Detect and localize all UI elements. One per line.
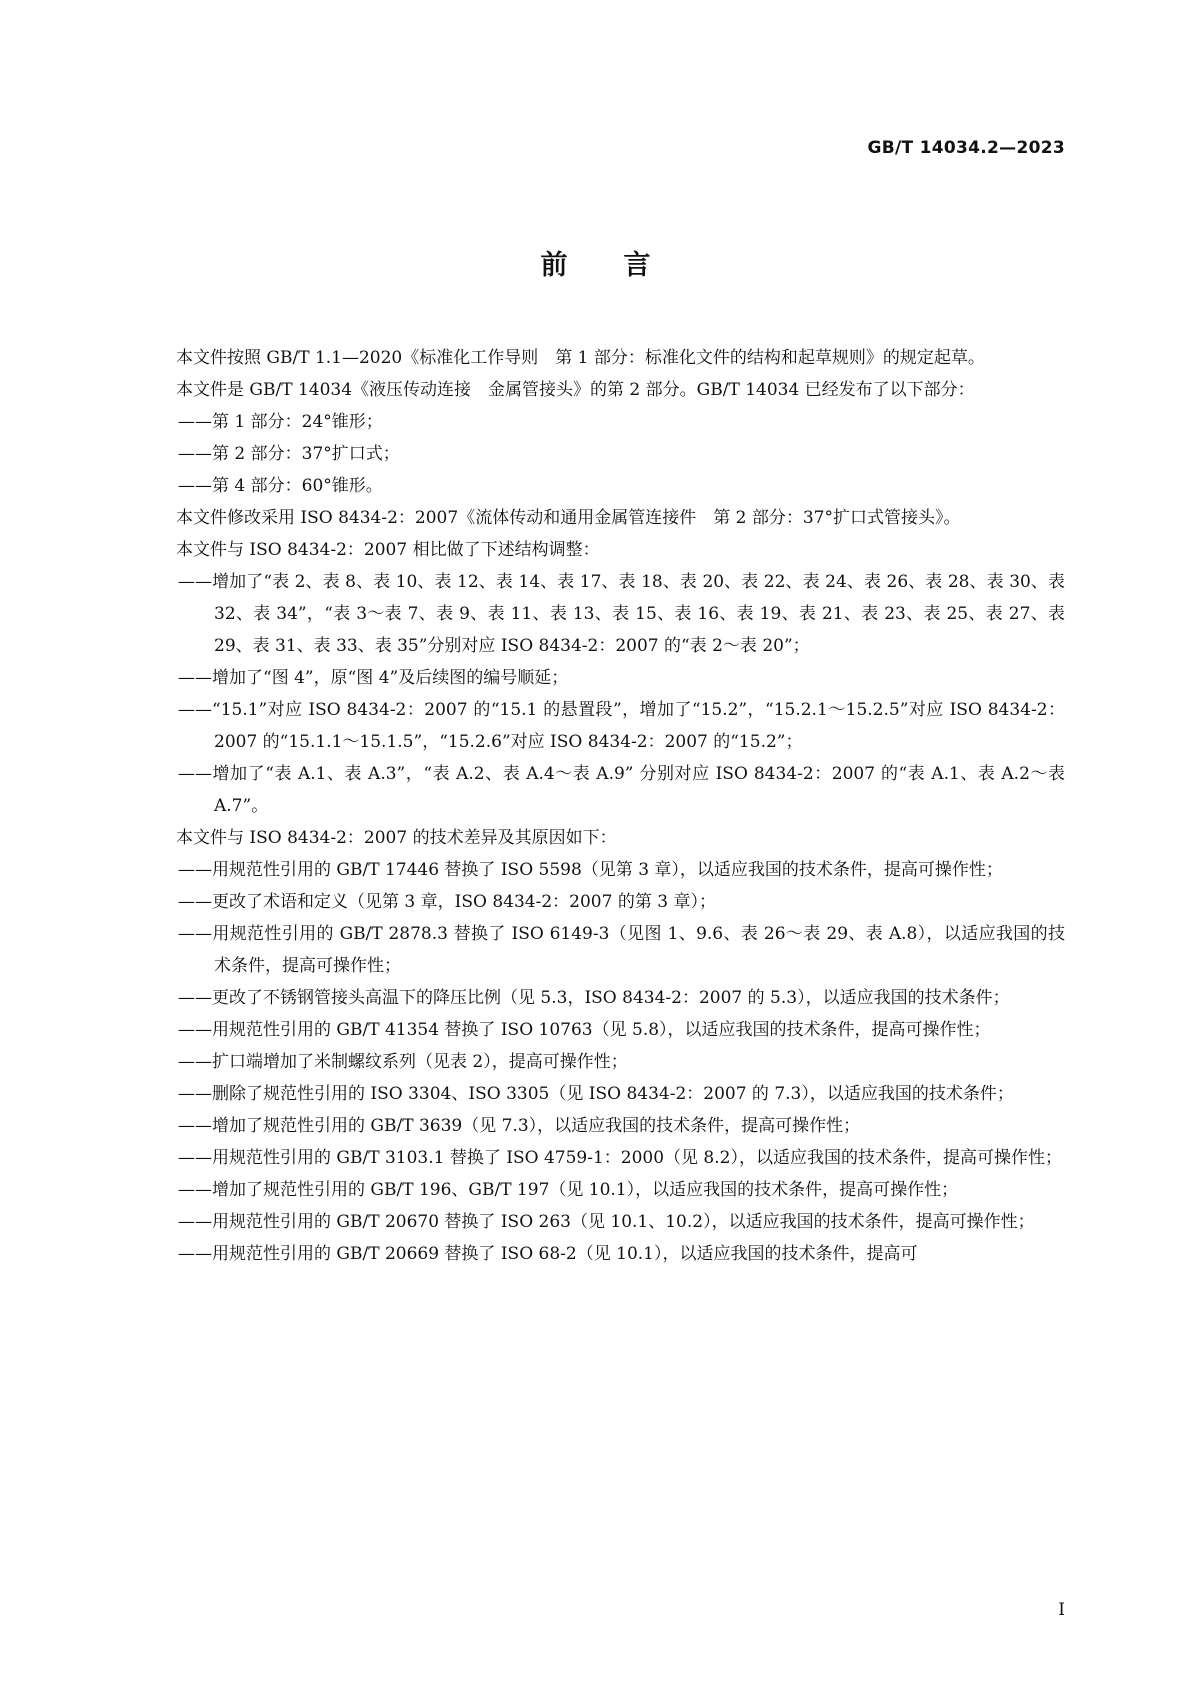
list-item: ——第 4 部分：60°锥形。 [178,476,383,496]
list-item: ——用规范性引用的 GB/T 41354 替换了 ISO 10763（见 5.8），以适应我国的技术条件，提高可操作性； [178,1020,991,1040]
page-number: I [1058,1600,1065,1620]
list-item: ——删除了规范性引用的 ISO 3304、ISO 3305（见 ISO 8434-2：2007 的 7.3），以适应我国的技术条件； [178,1084,1014,1104]
list-item: ——用规范性引用的 GB/T 2878.3 替换了 ISO 6149-3（见图 1、9.6、表 26～表 29、表 A.8），以适应我国的技术条件，提高可操作性； [178,924,1065,976]
list-item: ——用规范性引用的 GB/T 17446 替换了 ISO 5598（见第 3 章），以适应我国的技术条件，提高可操作性； [178,860,1003,880]
list-item: ——扩口端增加了米制螺纹系列（见表 2），提高可操作性； [178,1052,628,1072]
list-item: ——第 2 部分：37°扩口式； [178,444,400,464]
paragraph: 本文件与 ISO 8434-2：2007 相比做了下述结构调整： [176,540,600,560]
document-number: GB/T 14034.2—2023 [867,138,1065,158]
list-item: ——“15.1”对应 ISO 8434-2：2007 的“15.1 的悬置段”，增加了“15.2”，“15.2.1～15.2.5”对应 ISO 8434-2：2007 的“15.1.1～15.1.5”，“15.2.6”对应 ISO 8434-2：2007 的“15.2”； [178,700,1065,752]
list-item: ——用规范性引用的 GB/T 20670 替换了 ISO 263（见 10.1、10.2），以适应我国的技术条件，提高可操作性； [178,1212,1035,1232]
page-title: 前言 [540,250,707,281]
paragraph: 本文件是 GB/T 14034《液压传动连接 金属管接头》的第 2 部分。GB/T 14034 已经发布了以下部分： [176,380,975,400]
list-item: ——用规范性引用的 GB/T 20669 替换了 ISO 68-2（见 10.1），以适应我国的技术条件，提高可 [178,1244,918,1264]
list-item: ——第 1 部分：24°锥形； [178,412,383,432]
paragraph: 本文件按照 GB/T 1.1—2020《标准化工作导则 第 1 部分：标准化文件的结构和起草规则》的规定起草。 [176,348,985,368]
list-item: ——增加了“表 2、表 8、表 10、表 12、表 14、表 17、表 18、表 20、表 22、表 24、表 26、表 28、表 30、表 32、表 34”，“表 3～表 7、表 9、表 11、表 13、表 15、表 16、表 19、表 21、表 23、表 25、表 27、表 29、表 31、表 33、表 35”分别对应 ISO 8434-2：2007 的“表 2～表 20”； [178,572,1065,656]
list-item: ——增加了“表 A.1、表 A.3”，“表 A.2、表 A.4～表 A.9” 分别对应 ISO 8434-2：2007 的“表 A.1、表 A.2～表 A.7”。 [178,764,1065,816]
list-item: ——增加了“图 4”，原“图 4”及后续图的编号顺延； [178,668,569,688]
list-item: ——增加了规范性引用的 GB/T 196、GB/T 197（见 10.1），以适应我国的技术条件，提高可操作性； [178,1180,959,1200]
paragraph: 本文件与 ISO 8434-2：2007 的技术差异及其原因如下： [176,828,617,848]
paragraph: 本文件修改采用 ISO 8434-2：2007《流体传动和通用金属管连接件 第 2 部分：37°扩口式管接头》。 [176,508,961,528]
foreword-body [142,342,1065,1270]
list-item: ——更改了术语和定义（见第 3 章，ISO 8434-2：2007 的第 3 章）； [178,892,716,912]
list-item: ——增加了规范性引用的 GB/T 3639（见 7.3），以适应我国的技术条件，提高可操作性； [178,1116,861,1136]
list-item: ——更改了不锈钢管接头高温下的降压比例（见 5.3，ISO 8434-2：2007 的 5.3），以适应我国的技术条件； [178,988,1010,1008]
list-item: ——用规范性引用的 GB/T 3103.1 替换了 ISO 4759-1：2000（见 8.2），以适应我国的技术条件，提高可操作性； [178,1148,1062,1168]
